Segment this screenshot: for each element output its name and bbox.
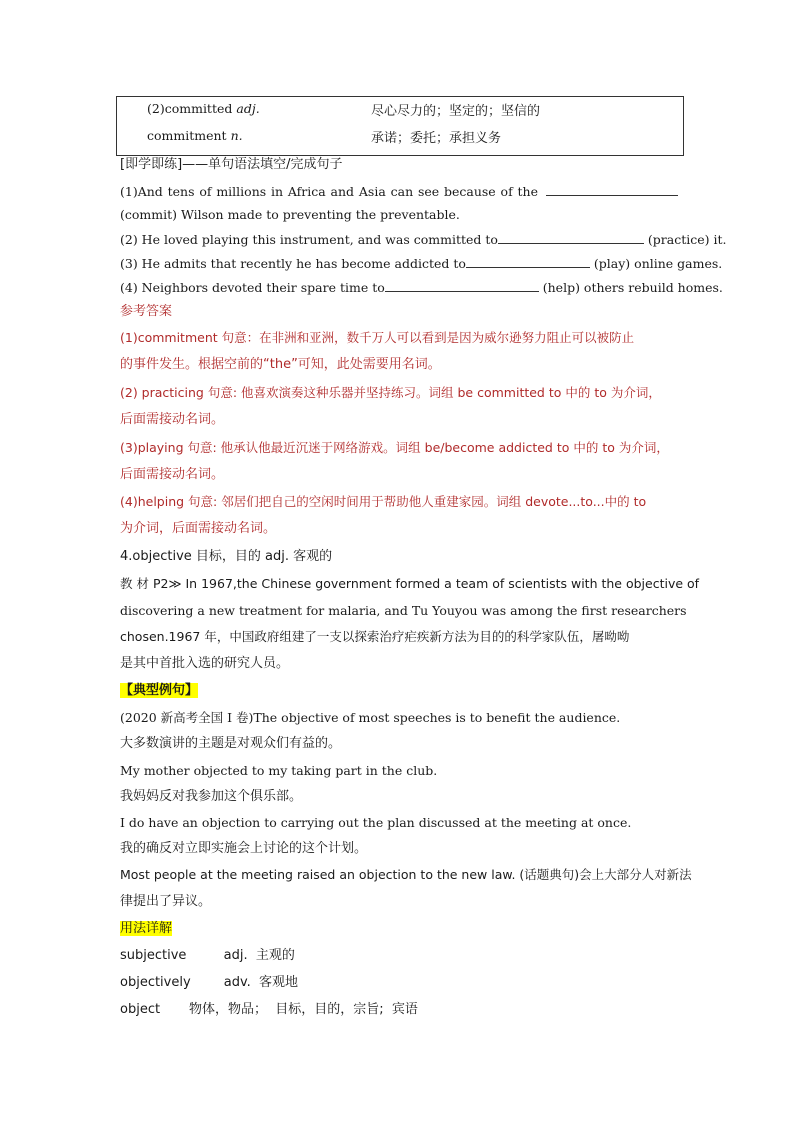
example-2: My mother objected to my taking part in the club. bbox=[120, 763, 438, 778]
word-commitment: commitment bbox=[147, 128, 227, 143]
answer-blank-1[interactable] bbox=[546, 183, 678, 196]
table-row-1-left bbox=[147, 101, 260, 116]
objective-text-line-2: discovering a new treatment for malaria, and Tu Youyou was among the first researchers bbox=[120, 603, 687, 618]
vocab-table bbox=[116, 96, 684, 156]
objective-text-line-1: 教 材 P2≫ In 1967,the Chinese government formed a team of scientists with the objective of bbox=[120, 576, 700, 591]
answers-heading: 参考答案 bbox=[120, 304, 173, 319]
example-1-translation: 大多数演讲的主题是对观众们有益的。 bbox=[120, 736, 342, 751]
example-4-line-2: 律提出了异议。 bbox=[120, 894, 212, 909]
usage-heading-text: 用法详解 bbox=[120, 921, 173, 936]
usage-object: object 物体，物品； 目标，目的，宗旨; 宾语 bbox=[120, 1002, 418, 1017]
example-3-translation: 我的确反对立即实施会上讨论的这个计划。 bbox=[120, 841, 368, 856]
pos-label: adj. bbox=[236, 101, 260, 116]
table-row-1-right: 尽心尽力的；坚定的；坚信的 bbox=[371, 104, 541, 119]
table-row-2-right: 承诺；委托；承担义务 bbox=[371, 131, 502, 146]
question-4-text: (4) Neighbors devoted their spare time to bbox=[120, 280, 385, 295]
answer-2-line-1: (2) practicing 句意: 他喜欢演奏这种乐器并坚持练习。词组 be committed to 中的 to 为介词， bbox=[120, 385, 661, 400]
answer-3-line-2: 后面需接动名词。 bbox=[120, 467, 225, 482]
practice-heading: [即学即练]——单句语法填空/完成句子 bbox=[120, 157, 343, 172]
usage-subjective: subjective adj. 主观的 bbox=[120, 948, 295, 963]
answer-3-line-1: (3)playing 句意: 他承认他最近沉迷于网络游戏。词组 be/become addicted to 中的 to 为介词， bbox=[120, 440, 669, 455]
word-committed: (2)committed bbox=[147, 101, 233, 116]
example-1: (2020 新高考全国 I 卷)The objective of most speeches is to benefit the audience. bbox=[120, 710, 621, 725]
answer-2-line-2: 后面需接动名词。 bbox=[120, 412, 225, 427]
question-3 bbox=[120, 255, 723, 272]
objective-text-line-3: chosen.1967 年，中国政府组建了一支以探索治疗疟疾新方法为目的的科学家队伍，屠呦呦 bbox=[120, 629, 630, 644]
pos-label: n. bbox=[230, 128, 243, 143]
answer-blank-3[interactable] bbox=[466, 255, 590, 268]
objective-title: 4.objective 目标，目的 adj. 客观的 bbox=[120, 549, 333, 564]
question-4 bbox=[120, 279, 723, 296]
question-1-text: (1)And tens of millions in Africa and Asia can see because of the bbox=[120, 184, 538, 199]
table-row-2-left bbox=[147, 128, 243, 143]
question-3-text: (3) He admits that recently he has become addicted to bbox=[120, 256, 466, 271]
question-2-text: (2) He loved playing this instrument, and was committed to bbox=[120, 232, 498, 247]
answer-1-line-2: 的事件发生。根据空前的“the”可知，此处需要用名词。 bbox=[120, 357, 441, 372]
example-4-line-1: Most people at the meeting raised an objection to the new law. (话题典句)会上大部分人对新法 bbox=[120, 867, 692, 882]
question-2 bbox=[120, 231, 727, 248]
answer-4-line-2: 为介词，后面需接动名词。 bbox=[120, 521, 277, 536]
examples-heading bbox=[120, 683, 676, 699]
answer-blank-4[interactable] bbox=[385, 279, 539, 292]
question-4-hint: (help) others rebuild homes. bbox=[542, 280, 723, 295]
answer-1-line-1: (1)commitment 句意：在非洲和亚洲，数千万人可以看到是因为威尔逊努力阻止可以被防止 bbox=[120, 330, 635, 345]
answer-blank-2[interactable] bbox=[498, 231, 644, 244]
examples-heading-text: 【典型例句】 bbox=[120, 683, 199, 698]
usage-heading bbox=[120, 921, 676, 937]
objective-text-line-4: 是其中首批入选的研究人员。 bbox=[120, 656, 290, 671]
answer-4-line-1: (4)helping 句意: 邻居们把自己的空闲时间用于帮助他人重建家园。词组 devote...to...中的 to bbox=[120, 494, 647, 509]
example-2-translation: 我妈妈反对我参加这个俱乐部。 bbox=[120, 789, 303, 804]
usage-objectively: objectively adv. 客观地 bbox=[120, 975, 299, 990]
example-3: I do have an objection to carrying out the plan discussed at the meeting at once. bbox=[120, 815, 632, 830]
question-1-line-1 bbox=[120, 183, 676, 200]
question-1-line-2: (commit) Wilson made to preventing the preventable. bbox=[120, 207, 460, 222]
question-3-hint: (play) online games. bbox=[593, 256, 723, 271]
question-2-hint: (practice) it. bbox=[647, 232, 727, 247]
